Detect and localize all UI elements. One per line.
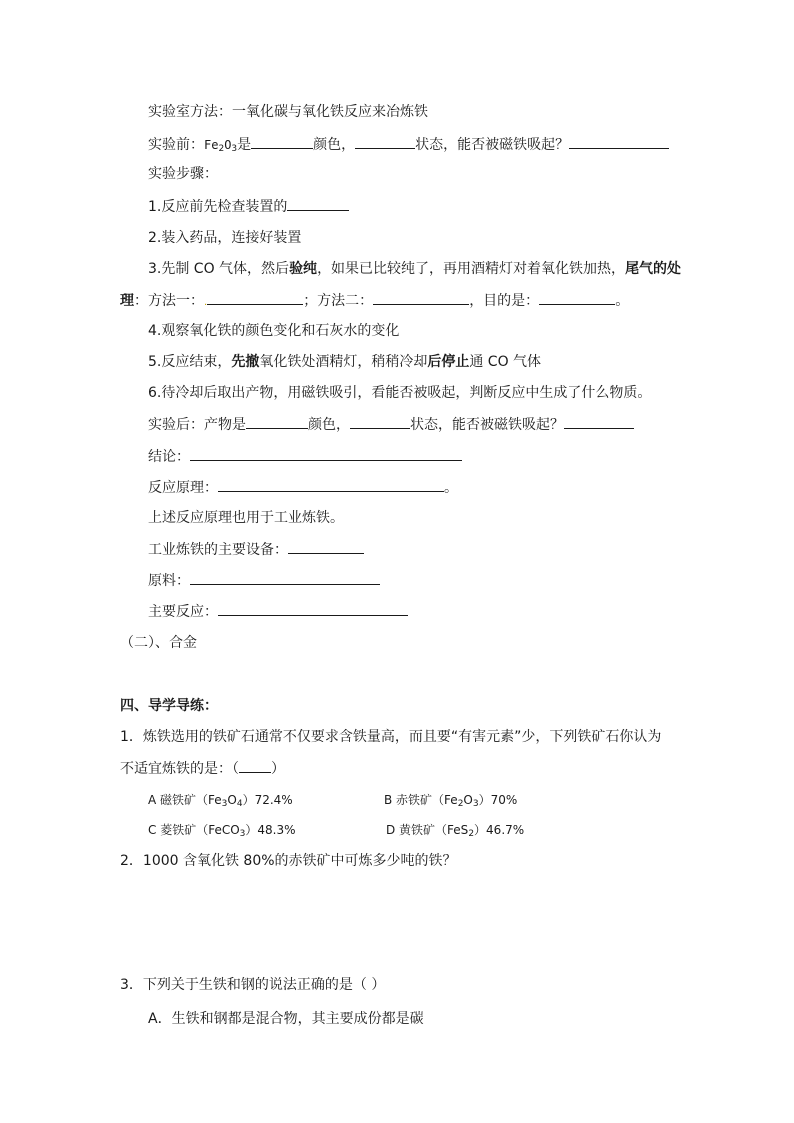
equipment-line: 工业炼铁的主要设备：: [148, 539, 364, 560]
main-reaction-line: 主要反应：: [148, 601, 408, 622]
answer-blank[interactable]: [246, 414, 308, 429]
answer-blank[interactable]: [564, 414, 634, 429]
materials-line: 原料：: [148, 570, 380, 591]
industry-note: 上述反应原理也用于工业炼铁。: [148, 510, 344, 526]
answer-blank[interactable]: [251, 134, 313, 149]
after-experiment-line: 实验后：产物是 颜色， 状态，能否被磁铁吸起？: [148, 414, 634, 435]
question-1-line-2: 不适宜炼铁的是：（ ）: [120, 758, 285, 779]
steps-title: 实验步骤：: [148, 166, 218, 182]
answer-blank[interactable]: [350, 414, 410, 429]
question-2: 2．1000 含氧化铁 80%的赤铁矿中可炼多少吨的铁？: [120, 853, 457, 869]
q1-option-a[interactable]: A 磁铁矿$(Fe_3O_4)72.4\%$: [148, 793, 293, 809]
q1-option-d[interactable]: D 黄铁矿（FeS$_2$）46.7%: [386, 823, 525, 839]
principle-line: 反应原理： 。: [148, 477, 458, 498]
answer-blank[interactable]: [218, 601, 408, 616]
step-6: 6.待冷却后取出产物，用磁铁吸引，看能否被吸起，判断反应中生成了什么物质。: [148, 385, 652, 401]
answer-blank[interactable]: [190, 570, 380, 585]
question-3-stem: 3．下列关于生铁和钢的说法正确的是（ ）: [120, 977, 386, 993]
step-1: 1.反应前先检查装置的: [148, 196, 349, 217]
answer-blank[interactable]: [190, 446, 462, 461]
step-3-continued: 理：方法一：. ；方法二： ，目的是： 。: [120, 290, 629, 313]
answer-blank[interactable]: [355, 134, 415, 149]
step-4: 4.观察氧化铁的颜色变化和石灰水的变化: [148, 323, 400, 339]
answer-blank[interactable]: [239, 758, 271, 773]
yellow-mark-icon: .: [204, 297, 208, 308]
step-3: 3.先制 CO 气体，然后验纯，如果已比较纯了，再用酒精灯对着氧化铁加热，尾气的处: [148, 261, 682, 277]
step-5: 5.反应结束，先撤氧化铁处酒精灯，稍稍冷却后停止通 CO 气体: [148, 354, 542, 370]
step-2: 2.装入药品，连接好装置: [148, 230, 302, 246]
answer-blank[interactable]: [569, 134, 669, 149]
q3-option-a[interactable]: A．生铁和钢都是混合物，其主要成份都是碳: [148, 1011, 424, 1027]
answer-blank[interactable]: [218, 477, 444, 492]
lab-method: 实验室方法：一氧化碳与氧化铁反应来冶炼铁: [148, 104, 428, 120]
answer-blank[interactable]: [207, 290, 303, 305]
conclusion-line: 结论：: [148, 446, 462, 467]
q1-option-b[interactable]: B 赤铁矿$(Fe_2O_3)70\%$: [384, 793, 518, 809]
section-alloy: （二）、合金: [120, 635, 197, 651]
before-experiment-line: 实验前：$Fe_2O_3$是 颜色， 状态，能否被磁铁吸起？: [148, 134, 669, 159]
answer-blank[interactable]: [539, 290, 615, 305]
answer-blank[interactable]: [288, 539, 364, 554]
answer-blank[interactable]: [287, 196, 349, 211]
q1-option-c[interactable]: C 菱铁矿（FeCO$_3$）48.3%: [148, 823, 296, 839]
question-1-line-1: 1．炼铁选用的铁矿石通常不仅要求含铁量高，而且要“有害元素”少，下列铁矿石你认为: [120, 729, 662, 745]
answer-blank[interactable]: [373, 290, 469, 305]
section-4-title: 四、导学导练：: [120, 698, 218, 714]
